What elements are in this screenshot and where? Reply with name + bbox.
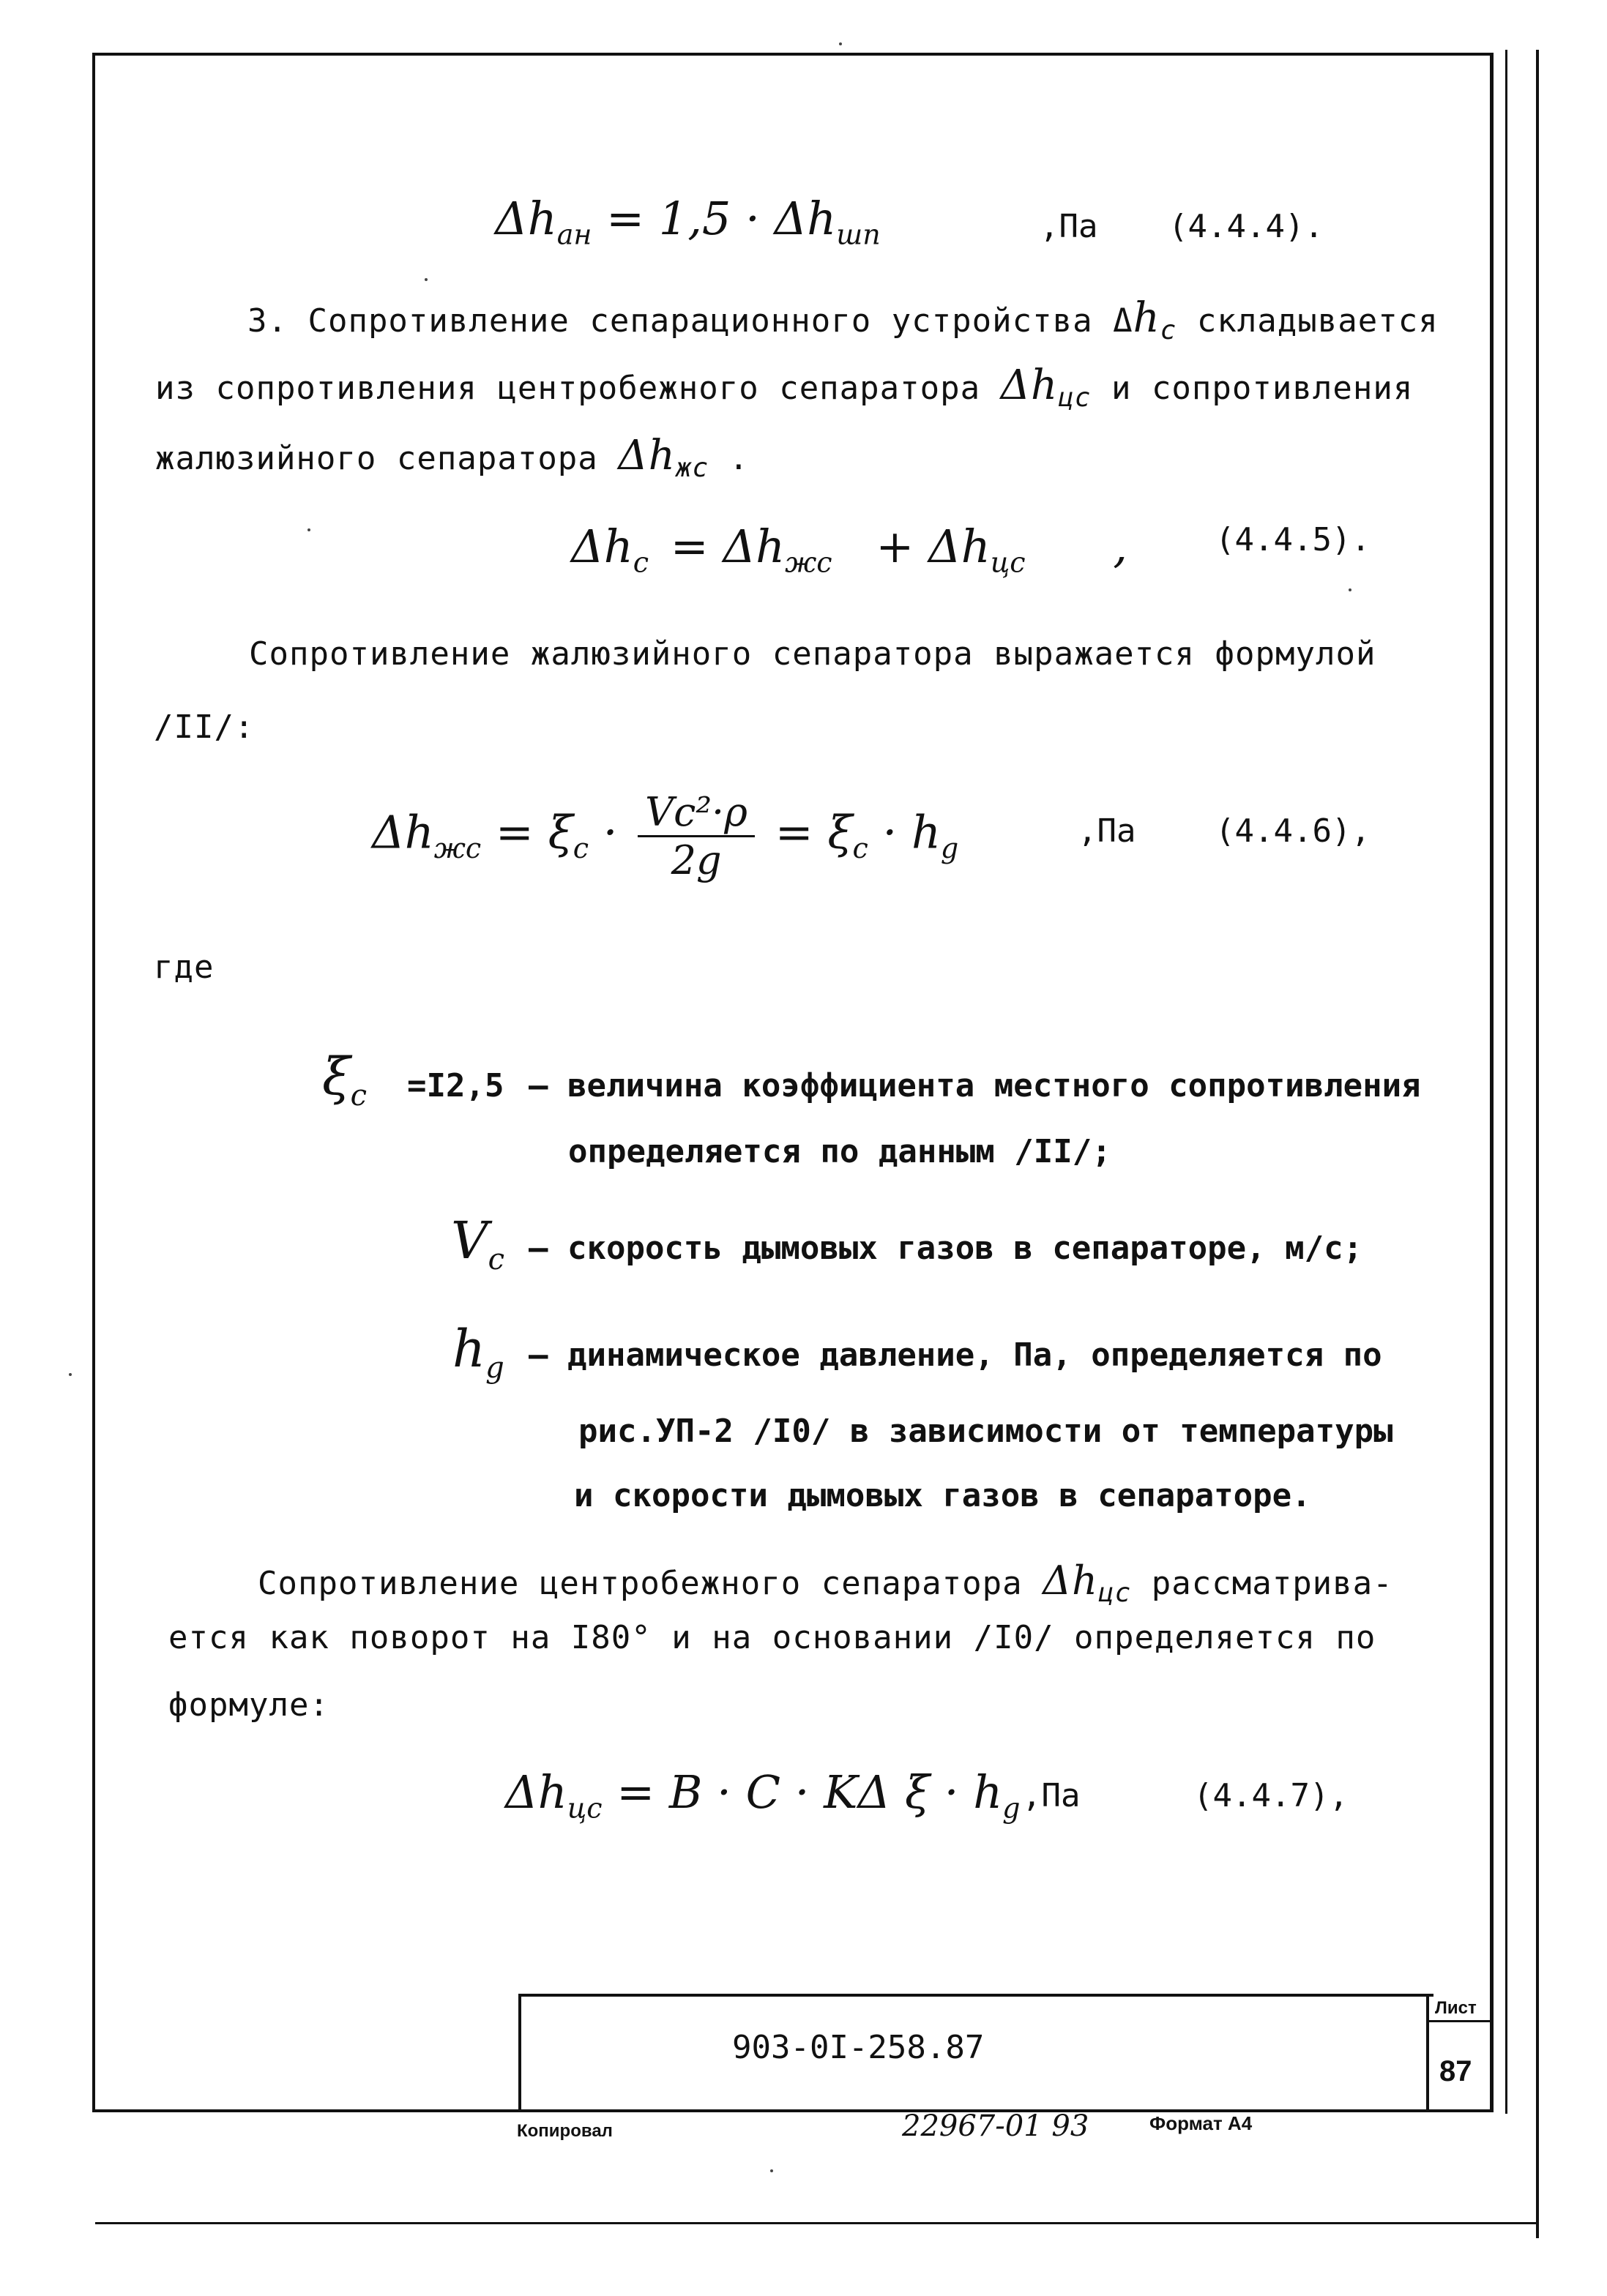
formula-4-4-6-lhs-sub: жс (433, 832, 482, 865)
para-3-line-3-end: . (709, 440, 750, 477)
formula-4-4-7 (505, 1765, 1020, 1824)
scan-speck (307, 528, 310, 531)
formula-4-4-7-rhs: = B · C · KΔ ξ · h (616, 1765, 1003, 1819)
para-centrifugal-line-2: ется как поворот на I80° и на основании /I0/ определяется по (168, 1619, 1376, 1656)
para-3-line-1 (247, 294, 1439, 345)
def-hg-line-1: – динамическое давление, Па, определяется по (529, 1336, 1382, 1374)
frame-outer-right-rule (1536, 50, 1539, 2238)
formula-rhs: = 1,5 · Δh (606, 192, 837, 245)
fraction-numerator: Vc²·ρ (638, 789, 755, 837)
formula-4-4-5-lhs: Δh (571, 520, 633, 573)
formula-4-4-5-lhs-sub: c (633, 546, 649, 579)
formula-4-4-6-hg-sub: g (940, 832, 959, 865)
def-vc-line-1: – скорость дымовых газов в сепараторе, м/с; (529, 1230, 1363, 1267)
scan-speck (425, 278, 428, 281)
para-3-symbol-dhzhs-sub: жс (675, 452, 709, 483)
equation-number-4-4-7: (4.4.7), (1193, 1777, 1349, 1814)
para-3-symbol-dhcs-sub: цс (1058, 382, 1092, 413)
def-hg-line-2: рис.УП-2 /I0/ в зависимости от температуры (578, 1413, 1393, 1450)
equation-number-4-4-4: (4.4.4). (1168, 208, 1324, 245)
para-centrifugal-line-1 (258, 1558, 1393, 1608)
scan-speck (69, 1373, 72, 1376)
scan-speck (839, 42, 842, 45)
formula-4-4-5-comma: , (1113, 520, 1127, 573)
para-3-line-1-text: 3. Сопротивление сепарационного устройства Δ (247, 302, 1133, 340)
def-xi-sub: c (350, 1079, 367, 1113)
formula-4-4-6-xi-sub: c (573, 832, 589, 865)
where-label: где (154, 949, 215, 986)
para-3-line-2 (155, 362, 1413, 413)
formula-4-4-4 (495, 192, 881, 250)
formula-4-4-6-hg: · h (882, 805, 941, 859)
para-centrifugal-symbol-sub: цс (1097, 1577, 1132, 1608)
formula-4-4-6-fraction (638, 789, 755, 883)
def-vc-sub: c (488, 1243, 504, 1276)
def-hg-symbol (452, 1319, 504, 1385)
formula-4-4-6-xi: = ξ (495, 805, 573, 859)
formula-lhs: Δh (495, 192, 557, 245)
footer-copied-label: Копировал (517, 2121, 613, 2141)
def-vc-sym: V (451, 1211, 488, 1271)
formula-4-4-6-xi2: = ξ (775, 805, 853, 859)
document-code: 903-0I-258.87 (732, 2029, 985, 2066)
def-vc-symbol (451, 1211, 504, 1276)
para-3-line-2-text: из сопротивления центробежного сепаратора (155, 370, 1001, 407)
formula-4-4-6-lhs: Δh (372, 805, 434, 859)
para-3-line-2-end: и сопротивления (1091, 370, 1414, 407)
formula-4-4-5-term2-sub: цс (990, 546, 1026, 579)
formula-rhs-sub: шп (836, 218, 881, 251)
para-centrifugal-line-3: формуле: (168, 1686, 329, 1724)
para-3-symbol-sub: c (1160, 315, 1177, 345)
equation-number-4-4-6: (4.4.6), (1215, 812, 1371, 850)
def-xi-symbol (322, 1047, 367, 1113)
formula-4-4-6-xi2-sub: c (852, 832, 868, 865)
footer-order-number: 22967-01 93 (902, 2109, 1089, 2143)
para-3-line-3-text: жалюзийного сепаратора (155, 440, 619, 477)
formula-4-4-7-rhs-sub: g (1002, 1792, 1021, 1825)
equation-number-4-4-5: (4.4.5). (1215, 521, 1371, 558)
para-louvre-line-2: /II/: (154, 708, 255, 746)
formula-4-4-5-term1-sub: жс (785, 546, 832, 579)
def-xi-line-2: определяется по данным /II/; (568, 1133, 1111, 1170)
sheet-label-rule (1426, 2020, 1494, 2022)
fraction-denominator: 2g (671, 837, 722, 883)
para-3-symbol-dhcs: Δh (1000, 362, 1059, 409)
formula-lhs-sub: ан (556, 218, 592, 251)
def-hg-sub: g (485, 1351, 504, 1385)
para-centrifugal-line-1-text: Сопротивление центробежного сепаратора (258, 1565, 1043, 1602)
frame-inner-right-rule (1505, 50, 1507, 2114)
sheet-number: 87 (1439, 2055, 1472, 2087)
formula-4-4-7-lhs-sub: цс (567, 1792, 603, 1825)
sheet-label: Лист (1435, 1998, 1477, 2018)
def-xi-sym: ξ (322, 1047, 351, 1107)
unit-4-4-7: ,Па (1022, 1777, 1081, 1814)
footer-format-label: Формат А4 (1149, 2112, 1253, 2134)
para-centrifugal-line-1-end: рассматрива- (1131, 1565, 1393, 1602)
para-3-symbol-h: h (1133, 294, 1160, 342)
formula-4-4-6 (372, 789, 958, 883)
def-hg-sym: h (452, 1319, 486, 1379)
para-louvre-line-1: Сопротивление жалюзийного сепаратора выражается формулой (249, 635, 1376, 673)
formula-4-4-5-term2: + Δh (876, 520, 991, 573)
unit-4-4-4: ,Па (1040, 208, 1098, 245)
def-hg-line-3: и скорости дымовых газов в сепараторе. (574, 1477, 1311, 1514)
formula-4-4-6-dot: · (589, 805, 618, 859)
bottom-trim-rule (95, 2222, 1539, 2224)
para-centrifugal-symbol: Δh (1043, 1558, 1098, 1604)
scan-speck (770, 2169, 773, 2172)
formula-4-4-7-lhs: Δh (505, 1765, 567, 1819)
unit-4-4-6: ,Па (1078, 812, 1136, 850)
formula-4-4-5-term1: = Δh (670, 520, 786, 573)
def-xi-line-1: – величина коэффициента местного сопротивления (529, 1067, 1421, 1104)
scan-speck (1349, 588, 1351, 591)
para-3-line-3 (155, 432, 749, 483)
para-3-symbol-dhzhs: Δh (618, 432, 676, 479)
def-xi-value: =I2,5 (407, 1067, 504, 1104)
para-3-line-1-end: складывается (1177, 302, 1439, 340)
formula-4-4-5 (571, 520, 1127, 578)
